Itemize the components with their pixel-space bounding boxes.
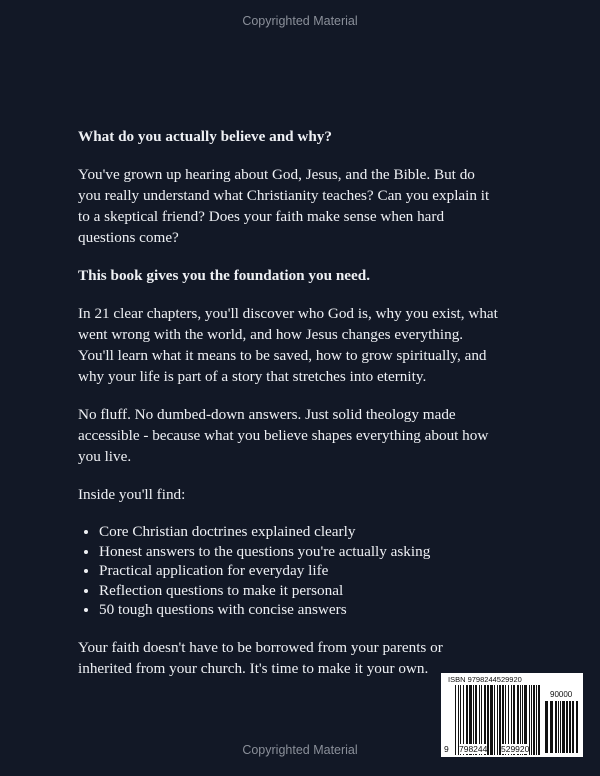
isbn-label: ISBN 9798244529920 (448, 675, 522, 684)
price-code: 90000 (550, 690, 573, 699)
barcode-lead-digit: 9 (444, 744, 449, 754)
barcode-group-2: 529920 (501, 744, 530, 754)
line: accessible - because what you believe shapes everything about how (78, 427, 489, 444)
intro-paragraph (78, 164, 548, 248)
no-fluff-paragraph (78, 404, 548, 467)
list-item: • 50 tough questions with concise answers (99, 600, 548, 620)
line: to a skeptical friend? Does your faith make sense when hard (78, 208, 445, 225)
list-item: • Core Christian doctrines explained clearly (99, 522, 548, 542)
line: You'll learn what it means to be saved, how to grow spiritually, and (78, 347, 487, 364)
line: inherited from your church. It's time to make it your own. (78, 659, 429, 677)
back-cover-text (78, 126, 548, 696)
line: you live. (78, 448, 132, 465)
body-paragraph (78, 303, 548, 387)
list-item: • Honest answers to the questions you're actually asking (99, 542, 548, 562)
subheading: This book gives you the foundation you need. (78, 267, 371, 284)
line: you really understand what Christianity teaches? Can you explain it (78, 187, 490, 204)
list-item: • Reflection questions to make it personal (99, 581, 548, 601)
barcode-group-1: 798244 (459, 744, 488, 754)
heading: What do you actually believe and why? (78, 128, 332, 145)
features-list (78, 522, 548, 620)
copyright-watermark-top: Copyrighted Material (242, 14, 358, 28)
line: No fluff. No dumbed-down answers. Just solid theology made (78, 406, 456, 423)
line: questions come? (78, 229, 179, 246)
line: In 21 clear chapters, you'll discover who God is, why you exist, what (78, 305, 498, 322)
copyright-watermark-bottom: Copyrighted Material (242, 743, 358, 757)
line: Your faith doesn't have to be borrowed from your parents or (78, 638, 443, 656)
inside-label: Inside you'll find: (78, 486, 186, 503)
list-item: • Practical application for everyday life (99, 561, 548, 581)
line: went wrong with the world, and how Jesus changes everything. (78, 326, 464, 343)
line: You've grown up hearing about God, Jesus, and the Bible. But do (78, 166, 475, 183)
line: why your life is part of a story that stretches into eternity. (78, 368, 427, 385)
